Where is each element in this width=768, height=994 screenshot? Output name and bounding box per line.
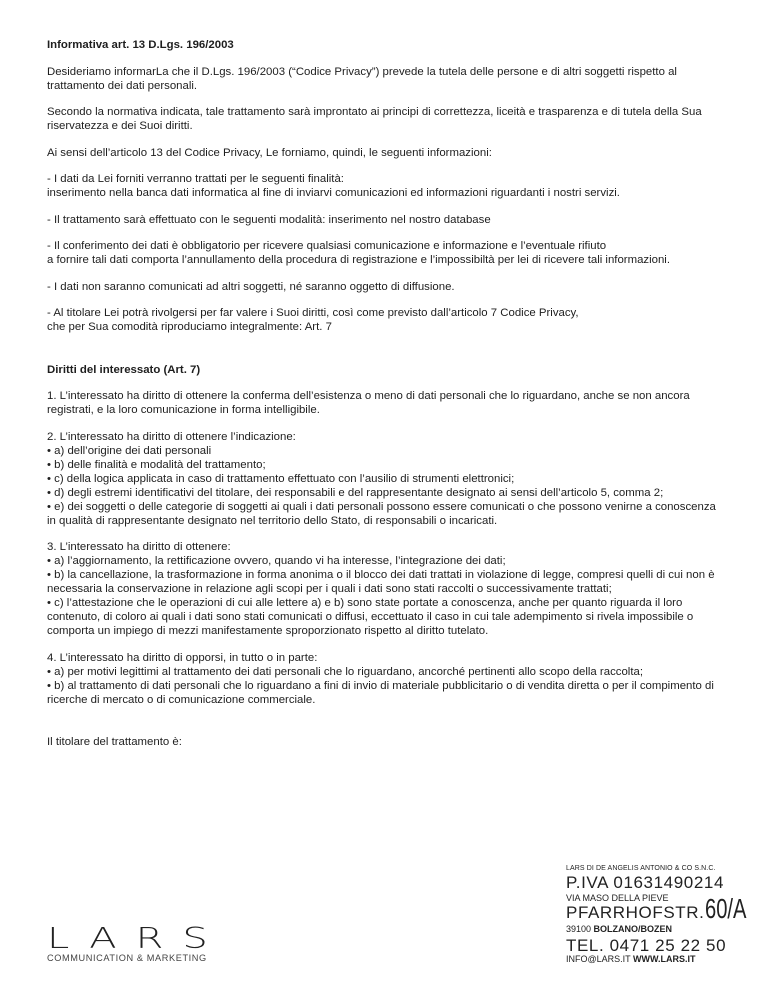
section-3-line: 3. L’interessato ha diritto di ottenere: bbox=[47, 541, 231, 553]
paragraph-principi: Secondo la normativa indicata, tale trattamento sarà improntato ai principi di correttezza, liceità e trasparenza e di tutela della Sua riservatezza e dei Suoi diritti. bbox=[47, 106, 702, 132]
section-2-line: 2. L’interessato ha diritto di ottenere l’indicazione: bbox=[47, 430, 296, 443]
titolare-line-1: - Al titolare Lei potrà rivolgersi per far valere i Suoi diritti, così come previsto dall’articolo 7 Codice Privacy, bbox=[47, 307, 579, 319]
paragraph-modalita: - Il trattamento sarà effettuato con le seguenti modalità: inserimento nel nostro database bbox=[47, 213, 491, 226]
contact-block bbox=[566, 864, 762, 965]
conferimento-line-1: - Il conferimento dei dati è obbligatorio per ricevere qualsiasi comunicazione e informazione e l’eventuale rifiuto bbox=[47, 240, 607, 252]
finalita-line-1: - I dati da Lei forniti verranno trattati per le seguenti finalità: bbox=[47, 173, 344, 185]
paragraph-diritti-titolare bbox=[47, 306, 727, 334]
telephone: TEL. 0471 25 22 50 bbox=[566, 936, 727, 955]
logo-tagline: COMMUNICATION & MARKETING bbox=[47, 953, 207, 963]
paragraph-intro: Desideriamo informarLa che il D.Lgs. 196/2003 (“Codice Privacy”) prevede la tutela delle persone e di altri soggetti rispetto al trattamento dei dati personali. bbox=[47, 65, 677, 92]
email-address[interactable]: INFO@LARS.IT bbox=[566, 954, 631, 964]
section-2-line: • b) delle finalità e modalità del trattamento; bbox=[47, 458, 266, 471]
conferimento-line-2: a fornire tali dati comporta l’annullamento della procedura di registrazione e l’impossibiltà per lei di ricevere tali informazioni. bbox=[47, 254, 670, 266]
titolare-line-2: che per Sua comodità riproduciamo integralmente: Art. 7 bbox=[47, 321, 332, 333]
section-4 bbox=[47, 651, 727, 707]
address-street bbox=[566, 893, 762, 924]
paragraph-finalita bbox=[47, 172, 727, 200]
section-4-line: 4. L’interessato ha diritto di opporsi, in tutto o in parte: bbox=[47, 651, 318, 664]
company-name: LARS DI DE ANGELIS ANTONIO & CO S.N.C. bbox=[566, 865, 716, 872]
heading-informativa: Informativa art. 13 D.Lgs. 196/2003 bbox=[47, 39, 234, 51]
email-web bbox=[566, 954, 762, 965]
section-2-line: • e) dei soggetti o delle categorie di soggetti ai quali i dati personali possono essere comunicati o che possono venirne a conoscenza in qualità di rappresentante designato nel territorio dello Stato, di responsabili o incaricati. bbox=[47, 500, 716, 527]
heading-diritti: Diritti del interessato (Art. 7) bbox=[47, 363, 201, 376]
section-3-line: • b) la cancellazione, la trasformazione in forma anonima o il blocco dei dati trattati in violazione di legge, compresi quelli di cui non è necessaria la conservazione in relazione agli scopi per i quali i dati sono stati raccolti o successivamente trattati; bbox=[47, 569, 715, 595]
paragraph-conferimento bbox=[47, 239, 727, 267]
section-3 bbox=[47, 540, 727, 638]
section-3-line: • c) l’attestazione che le operazioni di cui alle lettere a) e b) sono state portate a conoscenza, anche per quanto riguarda il loro contenuto, di coloro ai quali i dati sono stati comunicati o diffusi, eccettuato il caso in cui tale adempimento si rivela impossibile o comporta un impiego di mezzi manifestamente sproporzionato rispetto al diritto tutelato. bbox=[47, 597, 694, 637]
street-italian: VIA MASO DELLA PIEVE bbox=[566, 893, 669, 903]
section-4-line: • a) per motivi legittimi al trattamento dei dati personali che lo riguardano, ancorché pertinenti allo scopo della raccolta; bbox=[47, 665, 643, 678]
section-2-line: • c) della logica applicata in caso di trattamento effettuato con l’ausilio di strumenti elettronici; bbox=[47, 472, 515, 485]
street-number: 60/A bbox=[704, 893, 746, 924]
logo-wordmark: LARS bbox=[47, 922, 227, 956]
section-4-line: • b) al trattamento di dati personali che lo riguardano a fini di invio di materiale pubblicitario o di vendita diretta o per il compimento di ricerche di mercato o di comunicazione commerciale. bbox=[47, 679, 714, 706]
section-2-line: • d) degli estremi identificativi del titolare, dei responsabili e del rappresentante designato ai sensi dell’articolo 5, comma 2; bbox=[47, 486, 664, 499]
section-2-line: • a) dell’origine dei dati personali bbox=[47, 444, 212, 457]
section-3-line: • a) l’aggiornamento, la rettificazione ovvero, quando vi ha interesse, l’integrazione dei dati; bbox=[47, 555, 506, 567]
section-2 bbox=[47, 430, 727, 528]
lars-logo bbox=[47, 913, 227, 963]
city-name: BOLZANO/BOZEN bbox=[593, 924, 673, 934]
paragraph-art13: Ai sensi dell’articolo 13 del Codice Privacy, Le forniamo, quindi, le seguenti informazioni: bbox=[47, 146, 492, 159]
finalita-line-2: inserimento nella banca dati informatica al fine di inviarvi comunicazioni ed informazioni riguardanti i nostri servizi. bbox=[47, 187, 620, 199]
titolare-label: Il titolare del trattamento è: bbox=[47, 736, 182, 748]
paragraph-diffusione: - I dati non saranno comunicati ad altri soggetti, né saranno oggetto di diffusione. bbox=[47, 280, 455, 293]
street-german: PFARRHOFSTR. bbox=[566, 903, 705, 922]
postal-code: 39100 bbox=[566, 924, 592, 934]
address-city bbox=[566, 924, 762, 935]
vat-number: P.IVA 01631490214 bbox=[566, 873, 724, 892]
website[interactable]: WWW.LARS.IT bbox=[633, 954, 696, 964]
privacy-document bbox=[47, 38, 727, 762]
section-1: 1. L’interessato ha diritto di ottenere la conferma dell’esistenza o meno di dati personali che lo riguardano, anche se non ancora registrati, e la loro comunicazione in forma intelligibile. bbox=[47, 390, 690, 416]
